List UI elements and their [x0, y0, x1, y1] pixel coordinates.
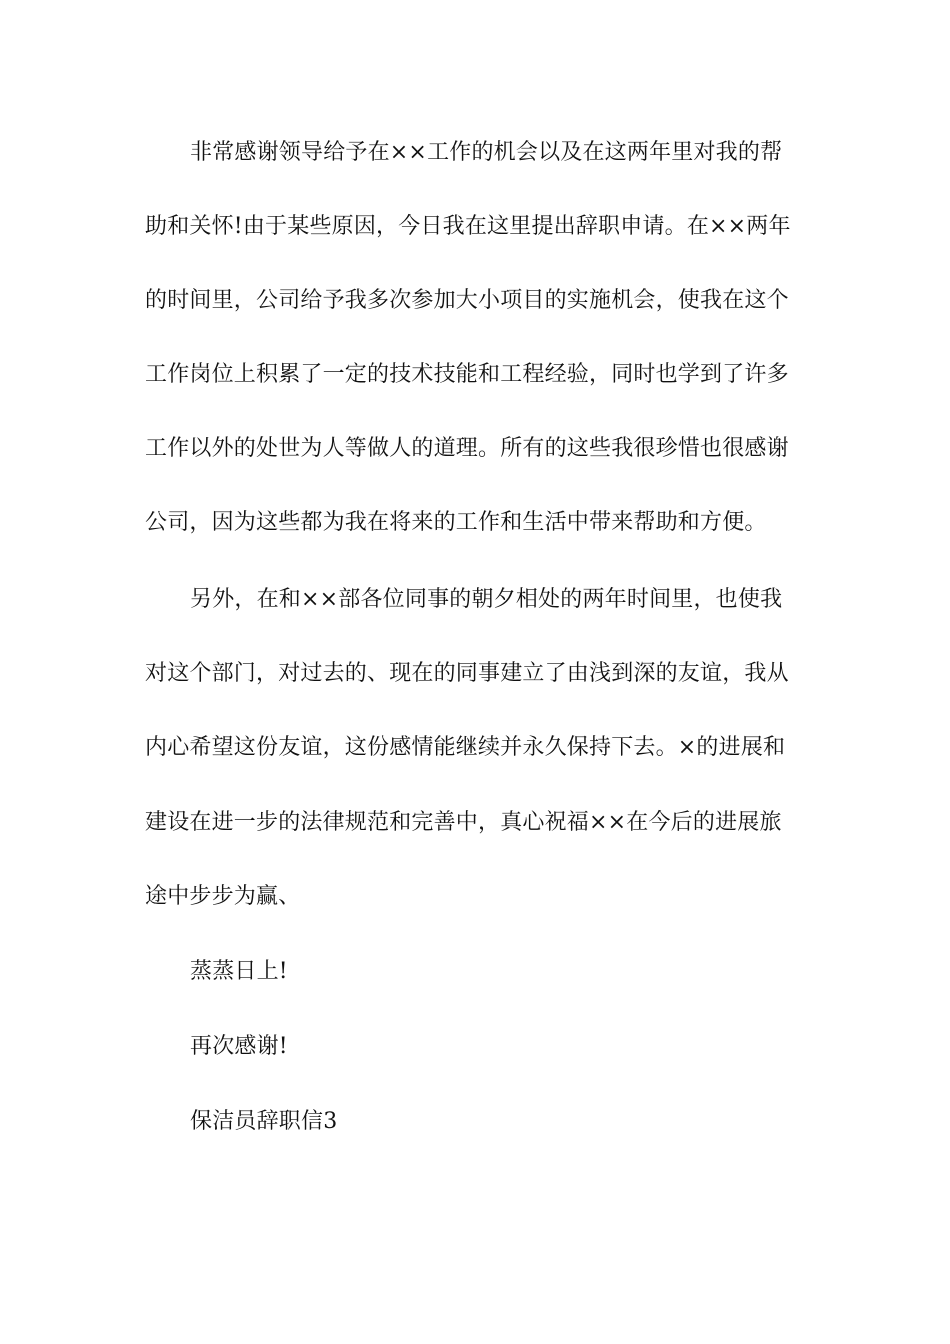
- closing-line-2: 再次感谢!: [190, 1034, 288, 1059]
- paragraph-1-line-6: 公司，因为这些都为我在将来的工作和生活中带来帮助和方便。: [145, 510, 767, 535]
- next-letter-title: 保洁员辞职信3: [190, 1109, 338, 1134]
- paragraph-2-line-2: 对这个部门，对过去的、现在的同事建立了由浅到深的友谊，我从: [145, 661, 789, 686]
- paragraph-2-line-5: 途中步步为赢、: [145, 884, 301, 909]
- paragraph-1-line-3: 的时间里，公司给予我多次参加大小项目的实施机会，使我在这个: [145, 288, 789, 313]
- paragraph-1-line-5: 工作以外的处世为人等做人的道理。所有的这些我很珍惜也很感谢: [145, 436, 789, 461]
- paragraph-2-line-1: 另外，在和××部各位同事的朝夕相处的两年时间里，也使我: [190, 587, 783, 612]
- closing-line-1: 蒸蒸日上!: [190, 959, 288, 984]
- paragraph-1-line-4: 工作岗位上积累了一定的技术技能和工程经验，同时也学到了许多: [145, 362, 789, 387]
- paragraph-2-line-3: 内心希望这份友谊，这份感情能继续并永久保持下去。×的进展和: [145, 735, 786, 760]
- paragraph-1-line-1: 非常感谢领导给予在××工作的机会以及在这两年里对我的帮: [190, 140, 783, 165]
- paragraph-2-line-4: 建设在进一步的法律规范和完善中，真心祝福××在今后的进展旅: [145, 810, 782, 835]
- paragraph-1-line-2: 助和关怀!由于某些原因，今日我在这里提出辞职申请。在××两年: [145, 214, 791, 239]
